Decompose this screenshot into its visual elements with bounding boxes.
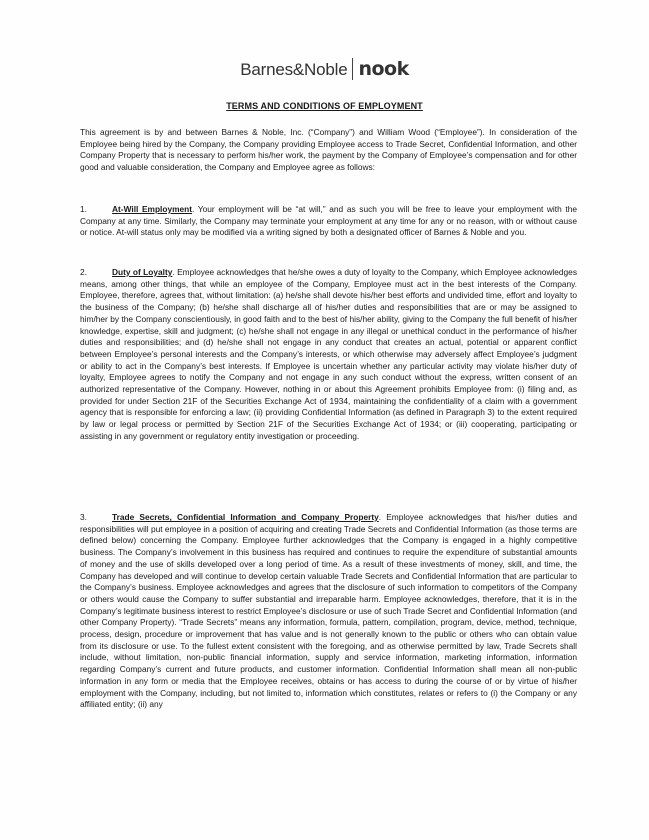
section-trade-secrets	[80, 512, 577, 711]
section-number: 3.	[80, 512, 87, 522]
section-heading: At-Will Employment	[112, 204, 193, 214]
document-title: TERMS AND CONDITIONS OF EMPLOYMENT	[226, 101, 423, 111]
section-duty-of-loyalty	[80, 267, 577, 443]
logo-divider	[352, 58, 353, 80]
section-heading: Duty of Loyalty	[112, 267, 173, 277]
brand-name: Barnes&Noble	[240, 60, 348, 79]
intro-paragraph: This agreement is by and between Barnes & Noble, Inc. (“Company”) and William Wood (“Employee”). In consideration of the Employee being hired by the Company, the Company providing Employee access to Trade Secret, Confidential Information, and other Company Property that is necessary to perform his/her work, the payment by the Company of Employee’s compensation and for other good and valuable consideration, the Company and Employee agree as follows:	[80, 127, 577, 173]
section-number: 2.	[80, 267, 87, 277]
product-name: nook	[358, 58, 409, 80]
section-text: . Your employment will be “at will,” and as such you will be free to leave your employment with the Company at any time. Similarly, the Company may terminate your employment at any time for any or no reason, with or without cause or notice. At-will status only may be modified via a writing signed by both a designated officer of Barnes & Noble and you.	[80, 204, 577, 238]
section-text: . Employee acknowledges that he/she owes a duty of loyalty to the Company, which Employee acknowledges means, among other things, that while an employee of the Company, Employee must act in the best interests of the Company. Employee, therefore, agrees that, without limitation: (a) he/she shall devote his/her best efforts and undivided time, effort and loyalty to the business of the Company; (b) he/she shall discharge all of his/her duties and responsibilities that are or may be assigned to him/her by the Company conscientiously, in good faith and to the best of his/her ability, giving to the Company the full benefit of his/her knowledge, expertise, skill and judgment; (c) he/she shall not engage in any illegal or unethical conduct in the performance of his/her duties and responsibilities; and (d) he/she shall not engage in any conduct that creates an actual, potential or apparent conflict between Employee’s personal interests and the Company’s interests, or which otherwise may adversely affect Employee’s judgment or ability to act in the Company’s best interests. If Employee is uncertain whether any particular activity may violate his/her duty of loyalty, Employee agrees to notify the Company and not engage in any such conduct without the express, written consent of an authorized representative of the Company. However, nothing in or about this Agreement prohibits Employee from: (i) filing and, as provided for under Section 21F of the Securities Exchange Act of 1934, maintaining the confidentiality of a claim with a government agency that is responsible for enforcing a law; (ii) providing Confidential Information (as defined in Paragraph 3) to the extent required by law or legal process or permitted by Section 21F of the Securities Exchange Act of 1934; or (iii) cooperating, participating or assisting in any government or regulatory entity investigation or proceeding.	[80, 267, 577, 441]
section-text: . Employee acknowledges that his/her duties and responsibilities will put employee in a position of acquiring and creating Trade Secrets and Confidential Information (as those terms are defined below) concerning the Company. Employee further acknowledges that the Company is engaged in a highly competitive business. The Company’s involvement in this business has required and continues to require the expenditure of substantial amounts of money and the use of skills developed over a long period of time. As a result of these investments of money, skill, and time, the Company has developed and will continue to develop certain valuable Trade Secrets and Confidential Information that are particular to the Company’s business. Employee acknowledges and agrees that the disclosure of such information to competitors of the Company or others would cause the Company to suffer substantial and irreparable harm. Employee acknowledges, therefore, that it is in the Company’s legitimate business interest to restrict Employee’s disclosure or use of such Trade Secret and Confidential Information (and other Company Property). “Trade Secrets” means any information, formula, pattern, compilation, program, device, method, technique, process, design, procedure or improvement that has value and is not generally known to the public or others who can obtain value from its disclosure or use. To the fullest extent consistent with the foregoing, and as otherwise permitted by law, Trade Secrets shall include, without limitation, non-public financial information, supply and service information, marketing information, information regarding Company’s current and future products, and customer information. Confidential Information shall mean all non-public information in any form or media that the Employee receives, obtains or has access to during the course of or by virtue of his/her employment with the Company, including, but not limited to, information which constitutes, relates or refers to (i) the Company or any affiliated entity; (ii) any	[80, 512, 577, 710]
section-at-will	[80, 204, 577, 239]
company-logo	[0, 58, 649, 80]
section-number: 1.	[80, 204, 87, 214]
section-heading: Trade Secrets, Confidential Information and Company Property	[112, 512, 379, 522]
